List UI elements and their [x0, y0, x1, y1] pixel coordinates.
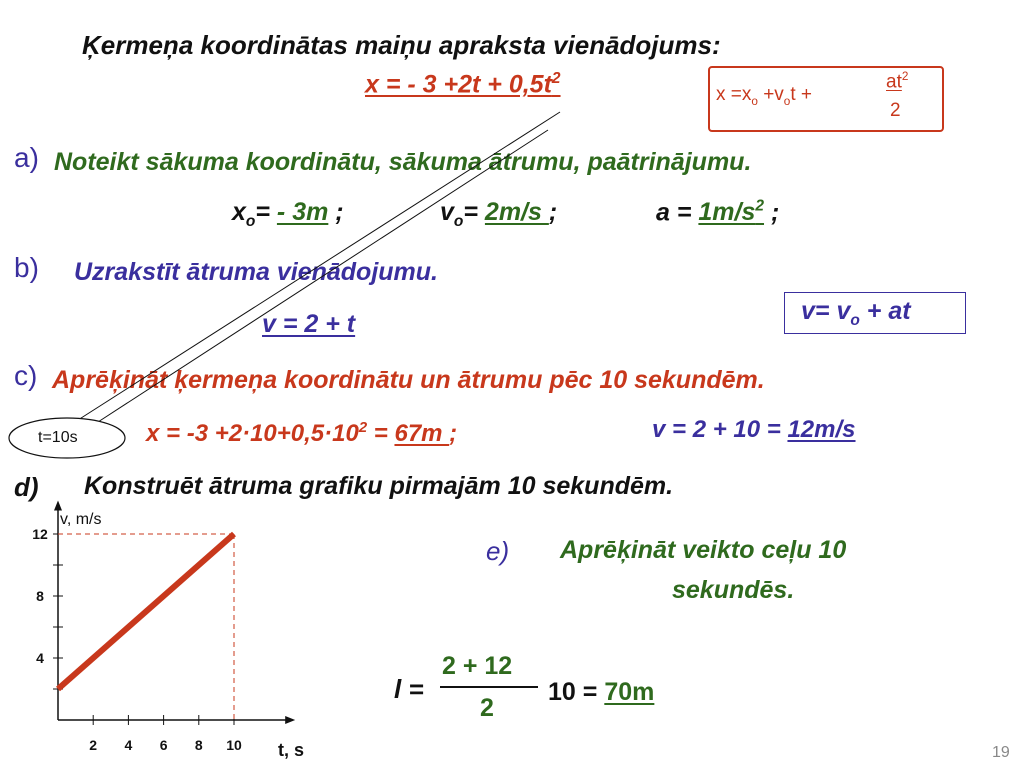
label-d: d)	[14, 472, 39, 502]
y-axis-label: v, m/s	[60, 511, 102, 528]
x-tick-label: 2	[89, 737, 98, 753]
task-e-line2: sekundēs.	[672, 576, 795, 604]
distance-symbol: l =	[394, 674, 424, 704]
y-tick-label: 8	[36, 588, 44, 604]
label-b: b)	[14, 252, 39, 283]
task-b: Uzrakstīt ātruma vienādojumu.	[74, 258, 438, 286]
formula-box: $x =x_o +v_ot$ + $at^2$ 2	[708, 66, 944, 132]
distance-result: 10 = 70m	[548, 678, 655, 706]
slide-title: Ķermeņa koordinātas maiņu apraksta vienādojums:	[82, 30, 721, 60]
x-tick-label: 4	[124, 737, 133, 753]
label-e: e)	[486, 536, 510, 566]
main-equation: x = - $3 +2t + 0,5t^2$	[365, 70, 561, 99]
x-axis-arrow	[285, 716, 295, 724]
velocity-formula-box: $v= v_o$ + at	[784, 292, 966, 334]
task-e-line1: Aprēķināt veikto ceļu 10	[560, 536, 847, 564]
answer-a: $a = 1m/s^2$ ;	[656, 198, 780, 227]
y-tick-label: 4	[36, 650, 44, 666]
fraction-bar	[440, 686, 538, 688]
x-tick-label: 10	[226, 737, 242, 753]
x-tick-label: 6	[159, 737, 168, 753]
answer-x0: $x_o= - 3m$ ;	[232, 198, 344, 230]
velocity-chart	[0, 500, 340, 768]
x-tick-label: 8	[194, 737, 203, 753]
coordinate-calculation: $x = -3 +2\cdot 10+0,5\cdot 10^2 = 67m$ ;	[146, 420, 458, 447]
distance-numerator: 2 + 12	[442, 652, 513, 680]
distance-denominator: 2	[480, 694, 494, 722]
page-number: 19	[992, 744, 1010, 761]
velocity-equation: v = 2 + t	[262, 310, 356, 338]
velocity-calculation: v = 2 + 10 = 12m/s	[652, 416, 856, 443]
task-c: Aprēķināt ķermeņa koordinātu un ātrumu pēc 10 sekundēm.	[52, 366, 765, 394]
task-a: Noteikt sākuma koordinātu, sākuma ātrumu, paātrinājumu.	[54, 148, 752, 176]
y-tick-label: 12	[32, 526, 48, 542]
label-c: c)	[14, 360, 38, 391]
task-d: Konstruēt ātruma grafiku pirmajām 10 sekundēm.	[84, 472, 674, 500]
label-a: a)	[14, 142, 39, 173]
y-axis-arrow	[54, 501, 62, 511]
callout-t10: t=10s	[38, 429, 78, 446]
x-axis-label: t, s	[278, 740, 305, 760]
answer-v0: $v_o= 2m/s$ ;	[440, 198, 558, 230]
velocity-line	[58, 534, 234, 689]
